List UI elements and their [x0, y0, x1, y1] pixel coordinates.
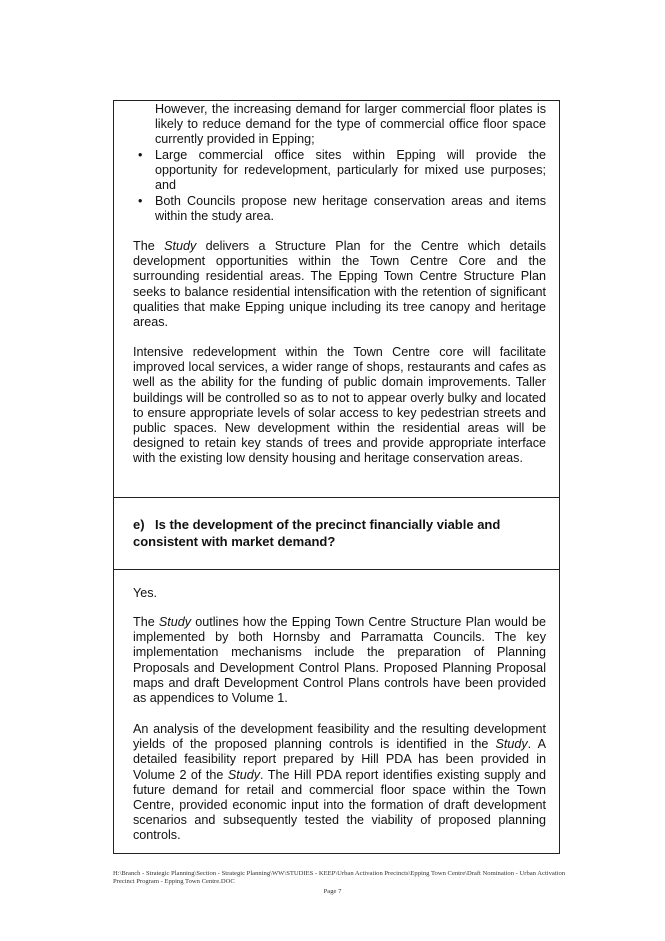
bullet-icon: •: [138, 148, 143, 162]
bullet-item: • Large commercial office sites within Epping will provide the opportunity for redevelopment, particularly for mixed use purposes; and: [138, 148, 546, 193]
paragraph-implementation: The Study outlines how the Epping Town Centre Structure Plan would be implemented by both Hornsby and Parramatta Councils. The key implementation mechanisms include the preparation of Planning Proposals and Development Control Plans. Proposed Planning Proposal maps and draft Development Control Plans controls have been provided as appendices to Volume 1.: [133, 615, 547, 706]
question-heading: e) Is the development of the precinct financially viable and consistent with market demand?: [133, 517, 501, 549]
page-number: Page 7: [323, 888, 342, 895]
paragraph-redevelopment: Intensive redevelopment within the Town Centre core will facilitate improved local services, a wider range of shops, restaurants and cafes as well as the ability for the funding of public domain improvements. Taller buildings will be controlled so as to not to appear overly bulky and located to ensure appropriate levels of solar access to key pedestrian streets and public spaces. New development within the residential areas will be designed to retain key stands of trees and provide appropriate interface with the existing low density housing and heritage conservation areas.: [133, 345, 546, 466]
bullet-icon: •: [138, 193, 143, 208]
paragraph-structure-plan: The Study delivers a Structure Plan for the Centre which details development opportunities within the Town Centre Core and the surrounding residential areas. The Epping Town Centre Structure Plan seeks to balance residential intensification with the retention of significant qualities that make Epping unique including its tree canopy and heritage areas.: [133, 239, 546, 330]
answer-yes: Yes.: [133, 586, 158, 600]
bullet-item: • Both Councils propose new heritage conservation areas and items within the study area.: [138, 193, 546, 223]
paragraph-feasibility: An analysis of the development feasibility and the resulting development yields of the proposed planning controls is identified in the Study. A detailed feasibility report prepared by Hill PDA has been provided in Volume 2 of the Study. The Hill PDA report identifies existing supply and future demand for retail and commercial floor space within the Town Centre, provided economic input into the formation of draft development scenarios and subsequently tested the viability of proposed planning controls.: [133, 722, 546, 843]
bullet-continuation: However, the increasing demand for larger commercial floor plates is likely to reduce demand for the type of commercial office floor space currently provided in Epping;: [155, 102, 546, 147]
footer-file-path: H:\Branch - Strategic Planning\Section - Strategic Planning\WW\STUDIES - KEEP\Urban Activation Precincts\Epping Town Centre\Draft Nomination - Urban Activation Precinct Program - Epping Town Centre.DOC: [113, 870, 566, 885]
bullet-list: [133, 148, 546, 224]
